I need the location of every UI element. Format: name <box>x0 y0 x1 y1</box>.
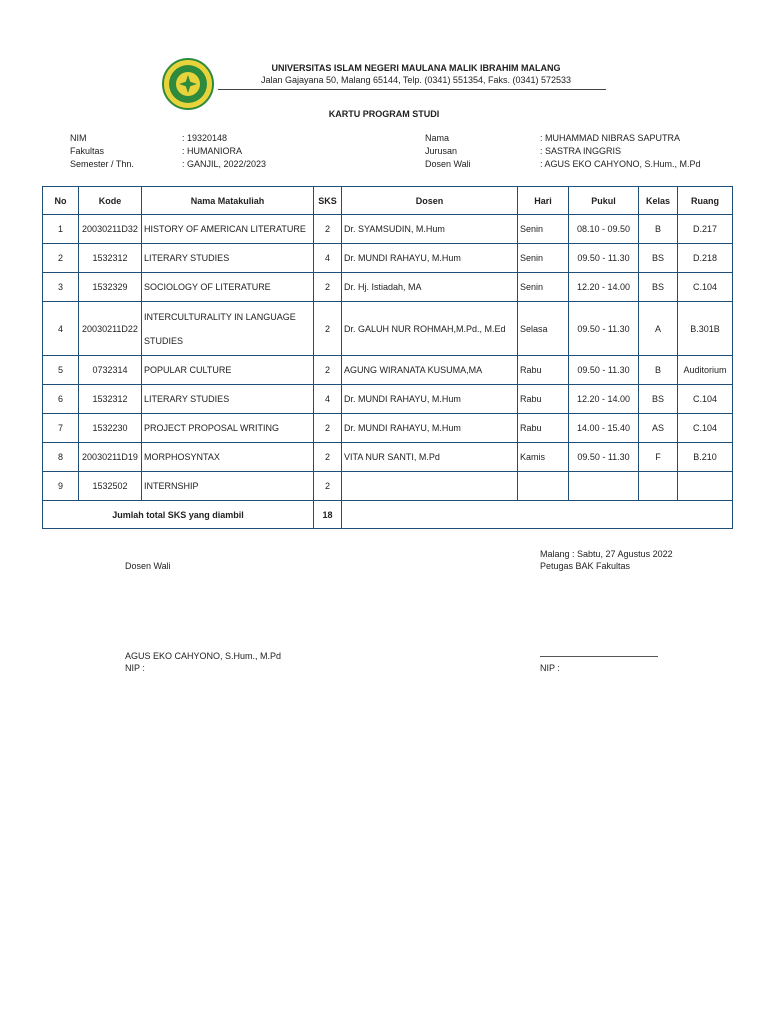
cell-kelas <box>639 472 678 501</box>
cell-kelas: A <box>639 302 678 356</box>
cell-pukul: 09.50 - 11.30 <box>569 356 639 385</box>
cell-pukul: 09.50 - 11.30 <box>569 443 639 472</box>
table-row <box>43 302 733 356</box>
dosen-wali-nip: NIP : <box>125 663 145 673</box>
dosen-wali-value: : AGUS EKO CAHYONO, S.Hum., M.Pd <box>540 159 701 169</box>
cell-pukul: 09.50 - 11.30 <box>569 302 639 356</box>
jurusan-value: : SASTRA INGGRIS <box>540 146 622 156</box>
student-info-right-values <box>540 132 740 171</box>
header-sks: SKS <box>314 187 342 215</box>
university-name: UNIVERSITAS ISLAM NEGERI MAULANA MALIK IBRAHIM MALANG <box>271 63 561 73</box>
bak-signature-line <box>540 656 658 657</box>
cell-kode: 1532502 <box>79 472 142 501</box>
cell-hari <box>518 472 569 501</box>
university-address: Jalan Gajayana 50, Malang 65144, Telp. (0341) 551354, Faks. (0341) 572533 <box>260 75 572 85</box>
cell-kelas: F <box>639 443 678 472</box>
cell-nama-matakuliah: SOCIOLOGY OF LITERATURE <box>142 273 314 302</box>
cell-no: 5 <box>43 356 79 385</box>
cell-sks: 2 <box>314 472 342 501</box>
cell-kode: 1532312 <box>79 244 142 273</box>
table-row <box>43 472 733 501</box>
cell-kode: 20030211D32 <box>79 215 142 244</box>
cell-no: 8 <box>43 443 79 472</box>
cell-hari: Selasa <box>518 302 569 356</box>
cell-sks: 2 <box>314 443 342 472</box>
cell-nama-matakuliah: LITERARY STUDIES <box>142 244 314 273</box>
cell-no: 6 <box>43 385 79 414</box>
table-row <box>43 215 733 244</box>
dosen-wali-label: Dosen Wali <box>425 159 471 169</box>
total-sks-label: Jumlah total SKS yang diambil <box>43 501 314 529</box>
cell-kelas: AS <box>639 414 678 443</box>
cell-no: 2 <box>43 244 79 273</box>
cell-kode: 1532312 <box>79 385 142 414</box>
fakultas-value: : HUMANIORA <box>182 146 243 156</box>
student-info-left-labels <box>70 132 180 171</box>
cell-sks: 2 <box>314 273 342 302</box>
cell-hari: Rabu <box>518 385 569 414</box>
cell-hari: Rabu <box>518 414 569 443</box>
total-row <box>43 501 733 529</box>
cell-ruang: C.104 <box>678 414 733 443</box>
cell-hari: Kamis <box>518 443 569 472</box>
cell-kelas: B <box>639 215 678 244</box>
cell-ruang: B.210 <box>678 443 733 472</box>
document-title: KARTU PROGRAM STUDI <box>328 109 440 119</box>
cell-pukul: 12.20 - 14.00 <box>569 385 639 414</box>
cell-sks: 4 <box>314 244 342 273</box>
uin-malang-logo-icon <box>162 58 214 110</box>
dosen-wali-signature-title: Dosen Wali <box>125 561 171 571</box>
cell-dosen: AGUNG WIRANATA KUSUMA,MA <box>342 356 518 385</box>
cell-dosen: Dr. Hj. Istiadah, MA <box>342 273 518 302</box>
cell-dosen: VITA NUR SANTI, M.Pd <box>342 443 518 472</box>
cell-hari: Senin <box>518 215 569 244</box>
cell-sks: 4 <box>314 385 342 414</box>
cell-ruang: C.104 <box>678 385 733 414</box>
cell-nama-matakuliah: PROJECT PROPOSAL WRITING <box>142 414 314 443</box>
cell-no: 4 <box>43 302 79 356</box>
jurusan-label: Jurusan <box>425 146 458 156</box>
bak-officer-nip: NIP : <box>540 663 560 673</box>
cell-nama-matakuliah: HISTORY OF AMERICAN LITERATURE <box>142 215 314 244</box>
cell-sks: 2 <box>314 414 342 443</box>
header-no: No <box>43 187 79 215</box>
cell-ruang: C.104 <box>678 273 733 302</box>
cell-hari: Senin <box>518 273 569 302</box>
cell-pukul: 08.10 - 09.50 <box>569 215 639 244</box>
cell-dosen: Dr. GALUH NUR ROHMAH,M.Pd., M.Ed <box>342 302 518 356</box>
bak-officer-title: Petugas BAK Fakultas <box>540 561 631 571</box>
table-row <box>43 244 733 273</box>
cell-no: 9 <box>43 472 79 501</box>
total-row-empty <box>342 501 733 529</box>
cell-ruang: Auditorium <box>678 356 733 385</box>
table-row <box>43 273 733 302</box>
nim-label: NIM <box>70 133 87 143</box>
header-hari: Hari <box>518 187 569 215</box>
header-ruang: Ruang <box>678 187 733 215</box>
cell-kelas: B <box>639 356 678 385</box>
table-row <box>43 385 733 414</box>
table-header-row <box>43 187 733 215</box>
cell-sks: 2 <box>314 215 342 244</box>
cell-kelas: BS <box>639 385 678 414</box>
cell-no: 1 <box>43 215 79 244</box>
header-kode: Kode <box>79 187 142 215</box>
header-divider <box>218 89 606 90</box>
cell-ruang: D.218 <box>678 244 733 273</box>
cell-hari: Rabu <box>518 356 569 385</box>
course-rows <box>43 215 733 501</box>
cell-ruang: D.217 <box>678 215 733 244</box>
table-row <box>43 443 733 472</box>
cell-nama-matakuliah: POPULAR CULTURE <box>142 356 314 385</box>
header-dosen: Dosen <box>342 187 518 215</box>
cell-kode: 1532230 <box>79 414 142 443</box>
student-info-right-labels <box>425 132 535 171</box>
total-sks-value: 18 <box>314 501 342 529</box>
semester-value: : GANJIL, 2022/2023 <box>182 159 267 169</box>
cell-dosen <box>342 472 518 501</box>
table-row <box>43 414 733 443</box>
header-kelas: Kelas <box>639 187 678 215</box>
table-row <box>43 356 733 385</box>
cell-pukul <box>569 472 639 501</box>
cell-nama-matakuliah: MORPHOSYNTAX <box>142 443 314 472</box>
cell-dosen: Dr. MUNDI RAHAYU, M.Hum <box>342 385 518 414</box>
cell-hari: Senin <box>518 244 569 273</box>
cell-sks: 2 <box>314 302 342 356</box>
cell-no: 3 <box>43 273 79 302</box>
cell-nama-matakuliah: LITERARY STUDIES <box>142 385 314 414</box>
cell-pukul: 14.00 - 15.40 <box>569 414 639 443</box>
nim-value: : 19320148 <box>182 133 228 143</box>
cell-ruang <box>678 472 733 501</box>
cell-pukul: 12.20 - 14.00 <box>569 273 639 302</box>
cell-nama-matakuliah: INTERNSHIP <box>142 472 314 501</box>
cell-dosen: Dr. MUNDI RAHAYU, M.Hum <box>342 414 518 443</box>
cell-dosen: Dr. SYAMSUDIN, M.Hum <box>342 215 518 244</box>
semester-label: Semester / Thn. <box>70 159 134 169</box>
cell-kelas: BS <box>639 273 678 302</box>
cell-kode: 1532329 <box>79 273 142 302</box>
header-nama-matakuliah: Nama Matakuliah <box>142 187 314 215</box>
cell-ruang: B.301B <box>678 302 733 356</box>
student-info-left-values <box>182 132 382 171</box>
cell-kelas: BS <box>639 244 678 273</box>
place-date: Malang : Sabtu, 27 Agustus 2022 <box>540 549 673 559</box>
fakultas-label: Fakultas <box>70 146 105 156</box>
cell-no: 7 <box>43 414 79 443</box>
header-pukul: Pukul <box>569 187 639 215</box>
cell-nama-matakuliah: INTERCULTURALITY IN LANGUAGE STUDIES <box>142 302 314 356</box>
cell-kode: 20030211D19 <box>79 443 142 472</box>
cell-sks: 2 <box>314 356 342 385</box>
cell-kode: 20030211D22 <box>79 302 142 356</box>
cell-pukul: 09.50 - 11.30 <box>569 244 639 273</box>
cell-kode: 0732314 <box>79 356 142 385</box>
cell-dosen: Dr. MUNDI RAHAYU, M.Hum <box>342 244 518 273</box>
dosen-wali-signature-name: AGUS EKO CAHYONO, S.Hum., M.Pd <box>125 651 282 661</box>
nama-value: : MUHAMMAD NIBRAS SAPUTRA <box>540 133 681 143</box>
nama-label: Nama <box>425 133 450 143</box>
course-table <box>42 186 733 529</box>
